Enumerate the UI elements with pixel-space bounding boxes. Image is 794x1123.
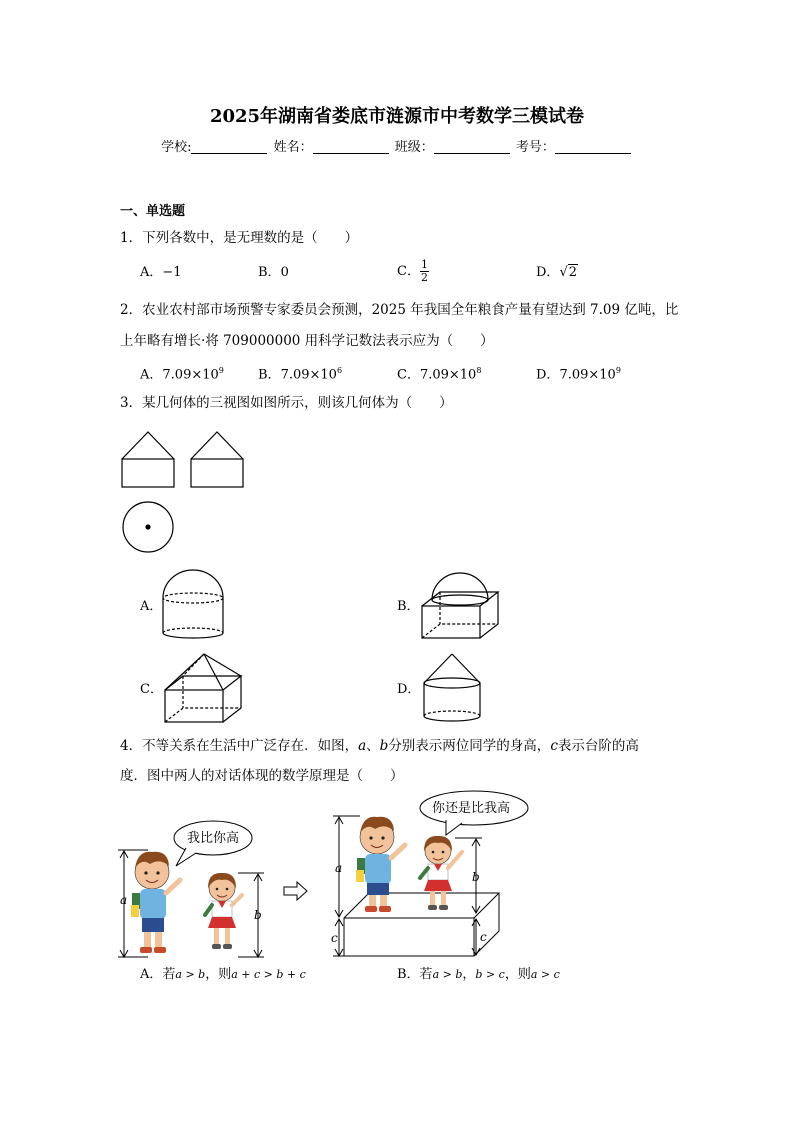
transition-arrow-icon xyxy=(284,882,307,900)
q1-option-d-label: D． xyxy=(536,265,560,280)
class-label: 班级： xyxy=(394,140,434,155)
left-label-b: b xyxy=(254,908,262,922)
q4-option-b-label: B．若 xyxy=(397,967,433,982)
q2-option-a-exponent: 9 xyxy=(218,366,224,375)
q3-stem: 3．某几何体的三视图如图所示，则该几何体为（ ） xyxy=(120,395,453,411)
left-label-a: a xyxy=(120,893,128,907)
q4-text-part3: 表示台阶的高 xyxy=(557,738,639,754)
q3-option-b-figure xyxy=(422,573,498,638)
q3-option-c[interactable]: C． xyxy=(140,682,163,697)
right-label-b: b xyxy=(472,870,480,884)
var-a: a xyxy=(358,738,367,754)
q1-option-b-value: 0 xyxy=(280,265,289,280)
q2-option-c-label: C． xyxy=(397,367,420,383)
girl-right-illustration xyxy=(420,836,462,910)
front-view-figure xyxy=(122,432,174,487)
section-heading: 一、单选题 xyxy=(120,204,186,219)
q1-option-a-value: −1 xyxy=(162,265,182,280)
side-view-figure xyxy=(191,432,243,487)
q4-option-b-condition2: b > c xyxy=(475,968,505,981)
q4-option-b-separator: ， xyxy=(462,967,476,982)
q4-text-part2: 分别表示两位同学的身高， xyxy=(388,738,551,754)
q3-option-d[interactable]: D． xyxy=(397,682,421,697)
exam-title: 2025年湖南省娄底市涟源市中考数学三模试卷 xyxy=(209,106,585,127)
top-view-figure xyxy=(123,502,173,552)
q2-option-b-exponent: 6 xyxy=(336,366,343,375)
q3-option-d-figure xyxy=(424,654,480,721)
q3-option-a[interactable]: A． xyxy=(140,599,163,614)
q1-option-b-label: B． xyxy=(258,265,281,280)
q1-option-c-label: C． xyxy=(397,264,420,280)
school-label: 学校: xyxy=(161,140,192,155)
q2-option-d-base: 7.09×10 xyxy=(559,367,616,383)
q2-option-b-base: 7.09×10 xyxy=(280,367,337,383)
q4-option-b[interactable] xyxy=(397,968,560,981)
radical-sign-icon: √ xyxy=(559,265,568,280)
var-c: c xyxy=(550,738,558,754)
q2-stem-line1: 2．农业农村部市场预警专家委员会预测，2025 年我国全年粮食产量有望达到 7.09 亿吨，比 xyxy=(120,302,679,318)
q2-option-d-exponent: 9 xyxy=(615,366,621,375)
q3-option-a-figure xyxy=(163,570,223,638)
exam-number-label: 考号： xyxy=(515,140,555,155)
q4-option-a[interactable] xyxy=(140,968,306,981)
q4-option-b-condition1: a > b xyxy=(432,968,463,981)
right-label-c-right: c xyxy=(480,930,487,944)
q4-separator: 、 xyxy=(366,738,380,754)
right-label-c-left: c xyxy=(331,931,338,945)
q2-option-a-base: 7.09×10 xyxy=(162,367,219,383)
q2-option-d-label: D． xyxy=(536,367,560,383)
fraction-denominator: 2 xyxy=(420,271,428,285)
q4-option-a-label: A．若 xyxy=(140,967,176,982)
q4-option-b-then: ，则 xyxy=(504,967,531,982)
q4-text-part1: 4．不等关系在生活中广泛存在．如图， xyxy=(120,738,359,754)
q3-option-b[interactable]: B． xyxy=(397,599,420,614)
boy-illustration xyxy=(131,852,180,953)
q4-option-a-result: a + c > b + c xyxy=(231,968,306,981)
q2-option-a-label: A． xyxy=(140,367,163,383)
q4-stem-line1 xyxy=(120,740,639,754)
q2-option-c-base: 7.09×10 xyxy=(419,367,477,383)
girl-illustration xyxy=(205,873,242,949)
fraction-numerator: 1 xyxy=(420,258,428,271)
q1-stem: 1．下列各数中，是无理数的是（ ） xyxy=(120,230,359,246)
var-b: b xyxy=(379,738,389,754)
right-speech-bubble-text: 你还是比我高 xyxy=(432,801,511,816)
q4-option-a-condition: a > b xyxy=(175,968,206,981)
q3-option-c-figure xyxy=(165,654,241,722)
q4-stem-line2: 度．图中两人的对话体现的数学原理是（ ） xyxy=(120,768,404,784)
boy-on-step-illustration xyxy=(356,817,405,912)
q4-option-b-result: a > c xyxy=(530,968,560,981)
q4-option-a-then: ，则 xyxy=(205,967,232,982)
q2-stem-line2: 上年略有增长·将 709000000 用科学记数法表示应为（ ） xyxy=(120,333,494,349)
q2-option-c-exponent: 8 xyxy=(476,366,482,375)
right-label-a: a xyxy=(335,861,343,875)
q2-option-b-label: B． xyxy=(258,367,281,383)
left-speech-bubble-text: 我比你高 xyxy=(187,831,240,846)
radicand: 2 xyxy=(568,265,578,280)
q1-option-a-label: A． xyxy=(140,265,163,280)
name-label: 姓名： xyxy=(273,140,313,155)
